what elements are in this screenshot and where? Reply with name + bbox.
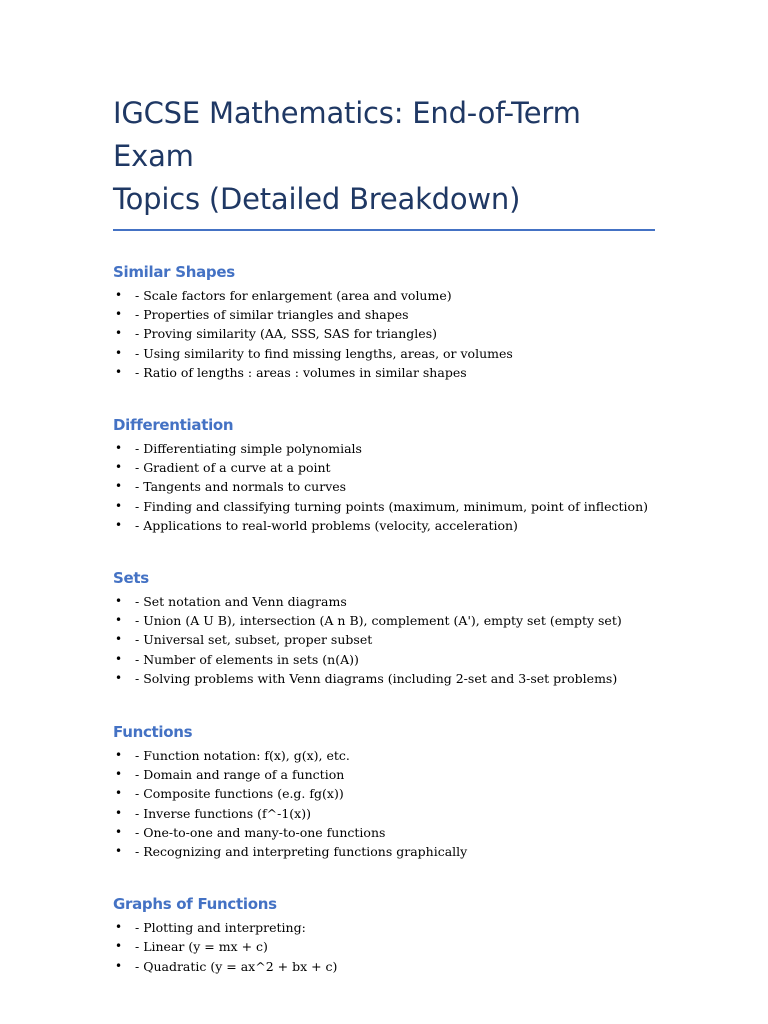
bullet-icon: • (115, 498, 123, 513)
bullet-list (113, 592, 657, 688)
list-item-text: - Using similarity to find missing lengths, areas, or volumes (135, 345, 513, 361)
list-item-text: - Applications to real-world problems (velocity, acceleration) (135, 517, 518, 533)
list-item-text: - Inverse functions (f^-1(x)) (135, 805, 311, 821)
list-item (113, 516, 657, 535)
document-title (113, 92, 657, 221)
bullet-icon: • (115, 824, 123, 839)
list-item-text: - Scale factors for enlargement (area and volume) (135, 288, 452, 303)
bullet-icon: • (115, 748, 123, 763)
list-item (113, 305, 657, 324)
list-item (113, 592, 657, 611)
list-item (113, 344, 657, 363)
list-item-text: - Set notation and Venn diagrams (135, 594, 347, 610)
list-item (113, 439, 657, 458)
bullet-icon: • (115, 517, 123, 532)
list-item-text: - Union (A U B), intersection (A n B), complement (A'), empty set (empty set) (135, 613, 622, 629)
list-item-text: - Composite functions (e.g. fg(x)) (135, 786, 344, 802)
list-item-text: - Tangents and normals to curves (135, 479, 347, 495)
list-item-text: - Gradient of a curve at a point (135, 460, 331, 476)
document-page (113, 92, 657, 976)
list-item (113, 804, 657, 823)
list-item (113, 842, 657, 861)
list-item (113, 324, 657, 343)
bullet-icon: • (115, 670, 123, 685)
title-underline (113, 229, 655, 231)
list-item-text: - Ratio of lengths : areas : volumes in similar shapes (135, 364, 467, 380)
bullet-icon: • (115, 307, 123, 322)
bullet-icon: • (115, 613, 123, 628)
bullet-list (113, 746, 657, 861)
bullet-icon: • (115, 288, 123, 302)
section-similar-shapes (113, 262, 657, 382)
bullet-icon: • (115, 767, 123, 782)
bullet-icon: • (115, 651, 123, 666)
title-line-2: Topics (Detailed Breakdown) (113, 182, 521, 216)
section-sets (113, 568, 657, 688)
list-item (113, 286, 657, 305)
list-item-text: - Recognizing and interpreting functions graphically (135, 844, 468, 860)
section-heading: Differentiation (113, 416, 234, 435)
bullet-icon: • (115, 805, 123, 820)
bullet-icon: • (115, 326, 123, 341)
bullet-icon: • (115, 632, 123, 647)
sections-container (113, 262, 657, 976)
list-item-text: - Domain and range of a function (135, 767, 345, 783)
list-item-text: - Differentiating simple polynomials (135, 441, 362, 457)
list-item (113, 669, 657, 688)
bullet-icon: • (115, 786, 123, 801)
list-item (113, 765, 657, 784)
list-item (113, 477, 657, 496)
list-item-text: - Finding and classifying turning points (maximum, minimum, point of inflection) (135, 498, 649, 514)
bullet-list (113, 286, 657, 382)
list-item-text: - Plotting and interpreting: (135, 920, 306, 936)
list-item (113, 918, 657, 937)
list-item-text: - Universal set, subset, proper subset (135, 632, 373, 648)
list-item (113, 458, 657, 477)
bullet-list (113, 439, 657, 535)
list-item-text: - One-to-one and many-to-one functions (135, 824, 386, 840)
bullet-icon: • (115, 594, 123, 609)
section-heading: Sets (113, 569, 149, 588)
section-graphs-of-functions (113, 894, 657, 976)
title-line-1: IGCSE Mathematics: End-of-Term Exam (113, 96, 581, 173)
bullet-icon: • (115, 441, 123, 456)
bullet-icon: • (115, 364, 123, 379)
list-item-text: - Quadratic (y = ax^2 + bx + c) (135, 958, 338, 974)
list-item (113, 363, 657, 382)
list-item (113, 630, 657, 649)
list-item (113, 784, 657, 803)
bullet-icon: • (115, 345, 123, 360)
list-item-text: - Proving similarity (AA, SSS, SAS for triangles) (135, 326, 437, 342)
section-functions (113, 722, 657, 861)
section-heading: Similar Shapes (113, 263, 235, 281)
bullet-icon: • (115, 939, 123, 954)
section-heading: Functions (113, 723, 193, 742)
list-item (113, 611, 657, 630)
list-item (113, 746, 657, 765)
list-item-text: - Function notation: f(x), g(x), etc. (135, 748, 350, 764)
bullet-icon: • (115, 479, 123, 494)
list-item (113, 937, 657, 956)
list-item (113, 957, 657, 976)
section-heading: Graphs of Functions (113, 895, 277, 914)
list-item (113, 650, 657, 669)
list-item-text: - Properties of similar triangles and shapes (135, 307, 409, 323)
list-item (113, 823, 657, 842)
bullet-list (113, 918, 657, 976)
list-item-text: - Number of elements in sets (n(A)) (135, 651, 359, 667)
bullet-icon: • (115, 460, 123, 475)
list-item (113, 497, 657, 516)
section-differentiation (113, 415, 657, 535)
bullet-icon: • (115, 958, 123, 973)
bullet-icon: • (115, 920, 123, 935)
list-item-text: - Solving problems with Venn diagrams (including 2-set and 3-set problems) (135, 670, 618, 686)
list-item-text: - Linear (y = mx + c) (135, 939, 268, 955)
bullet-icon: • (115, 844, 123, 859)
